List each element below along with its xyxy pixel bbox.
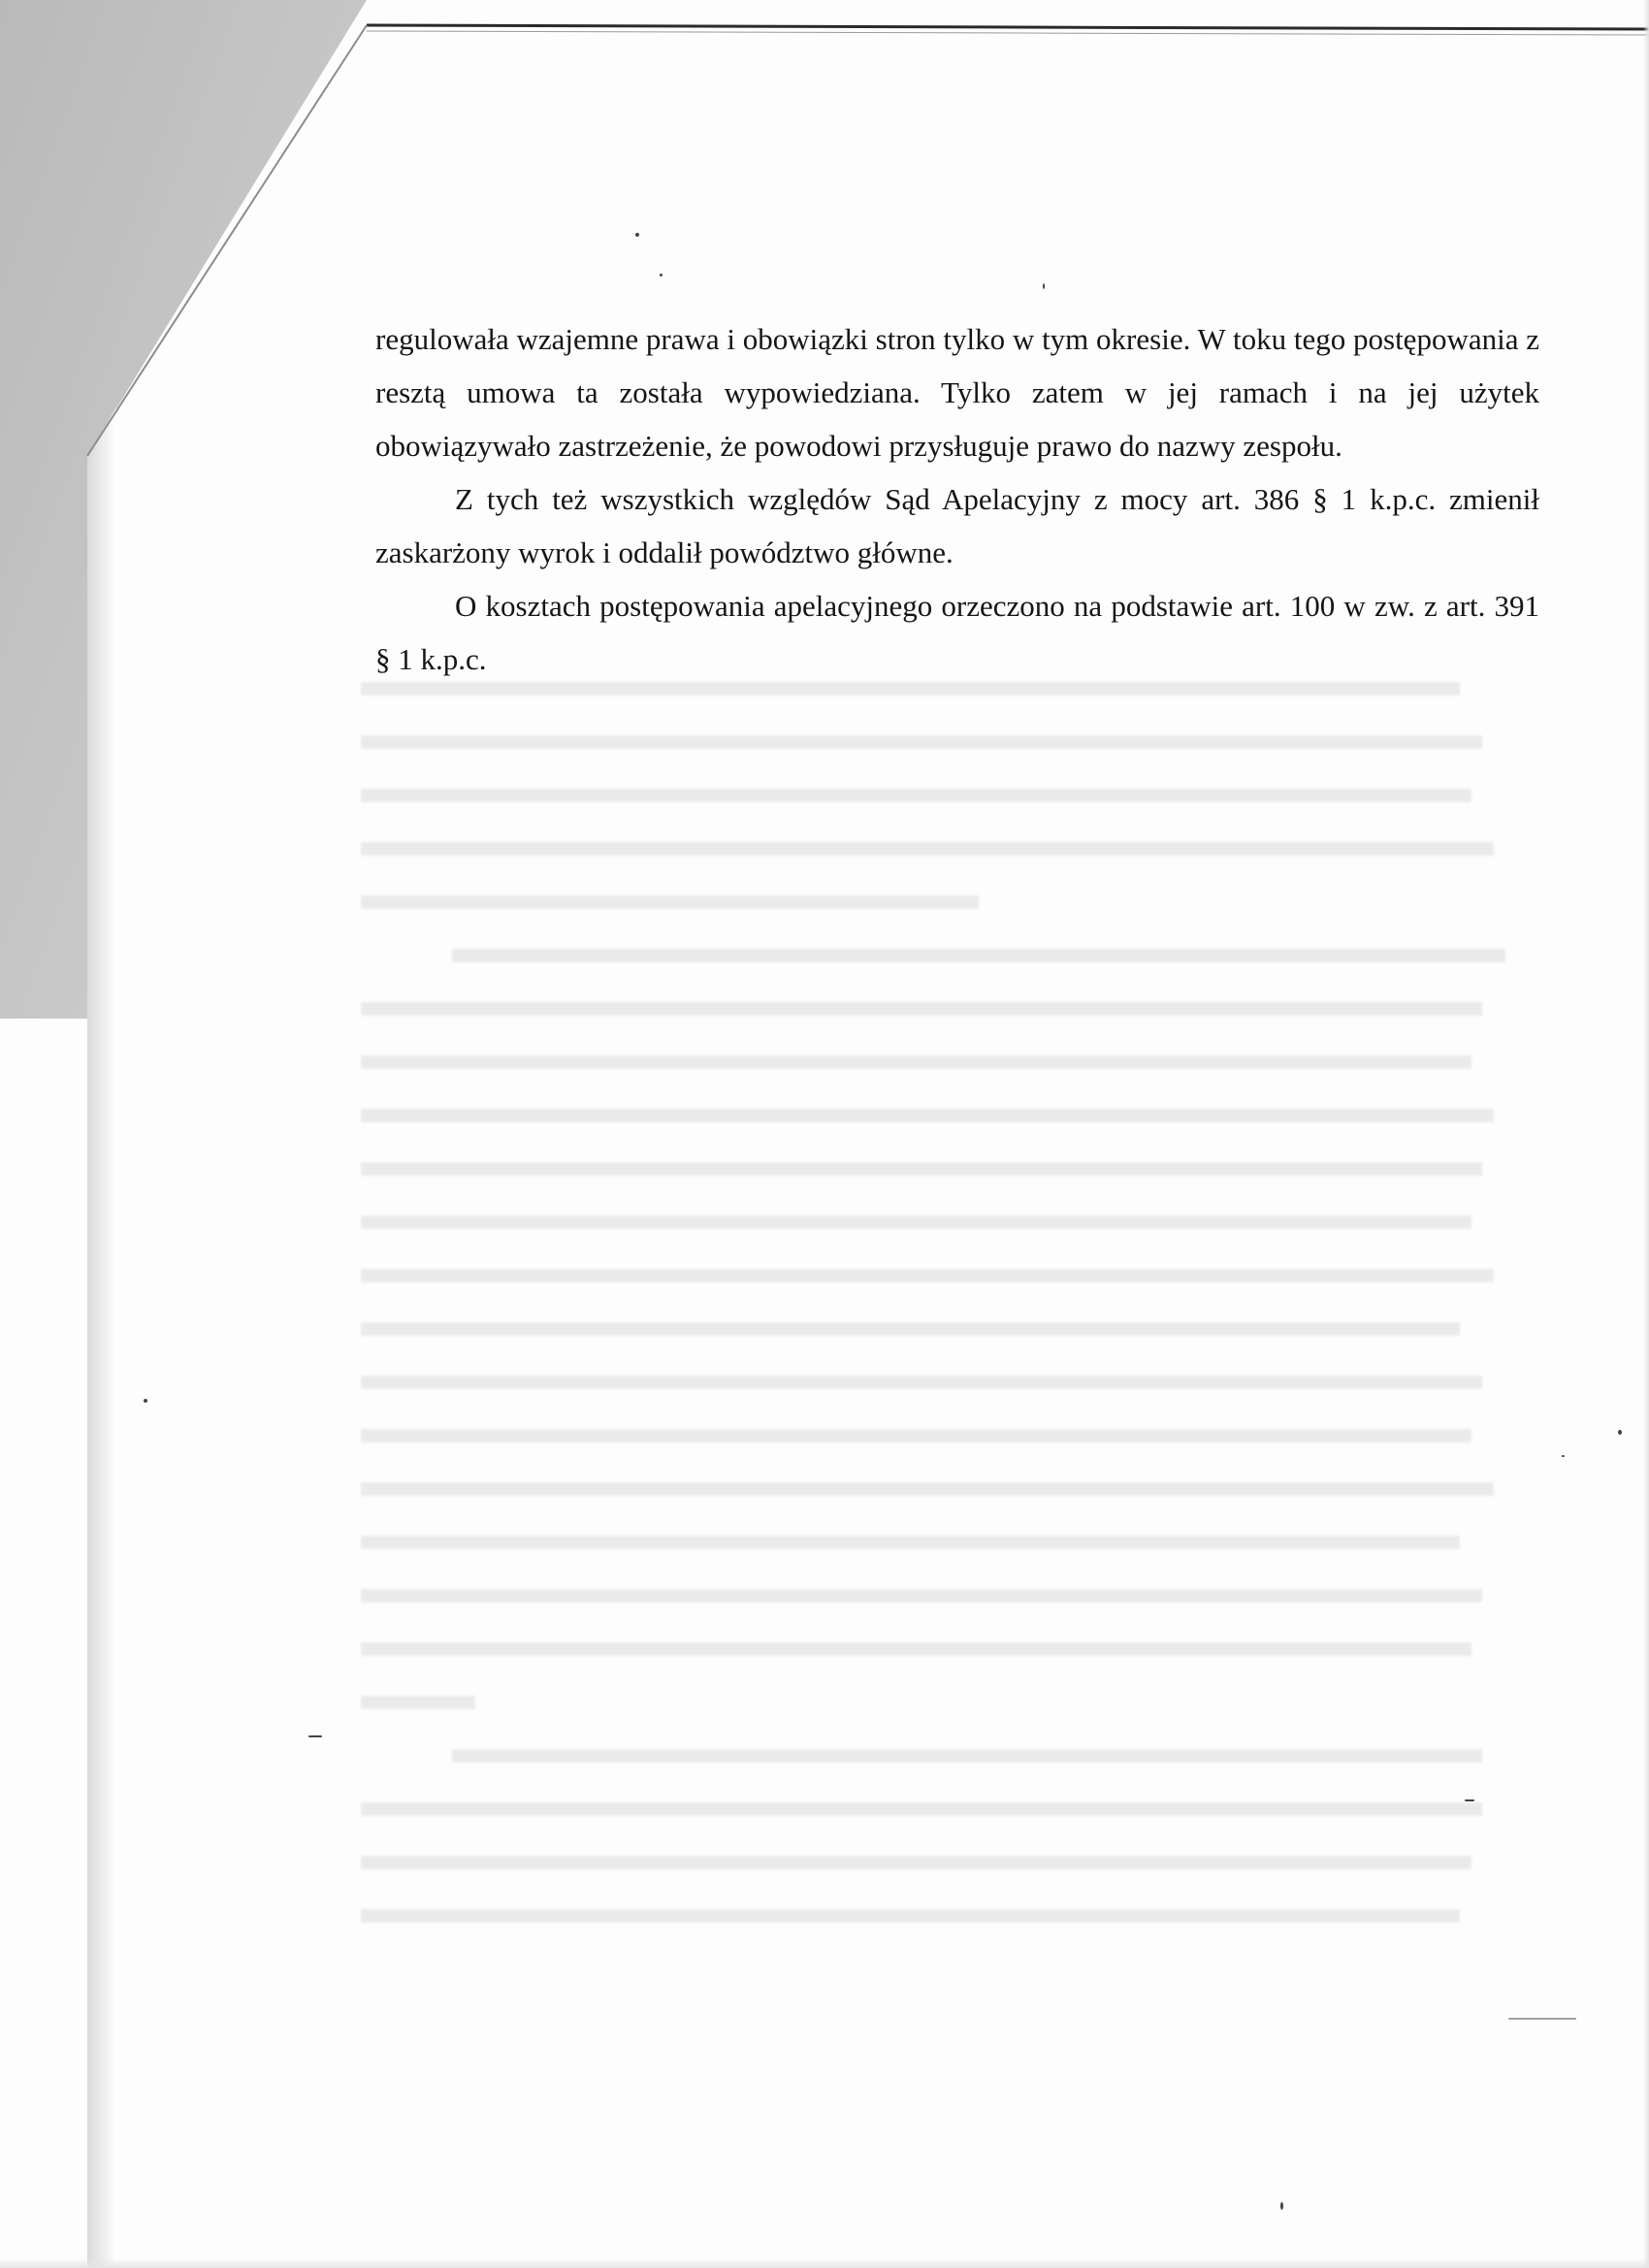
dust-speck [1562, 1455, 1565, 1457]
page-right-edge [1643, 0, 1649, 2268]
top-scan-edge [367, 25, 1649, 29]
page-left-edge [87, 407, 116, 2268]
folded-corner-shadow [0, 0, 367, 1019]
dust-speck [1280, 2202, 1283, 2210]
dust-speck [660, 274, 663, 276]
dust-speck [1508, 2018, 1576, 2020]
dust-speck [1618, 1430, 1622, 1435]
paragraph-3: O kosztach postępowania apelacyjnego orzeczono na podstawie art. 100 w zw. z art. 391 § 1 k.p.c. [375, 589, 1539, 676]
dust-speck [308, 1735, 322, 1737]
bleed-through-text [361, 660, 1505, 1940]
dust-speck [1465, 1799, 1474, 1801]
paragraph-2: Z tych też wszystkich względów Sąd Apelacyjny z mocy art. 386 § 1 k.p.c. zmienił zaskarżony wyrok i oddalił powództwo główne. [375, 482, 1539, 569]
dust-speck [635, 233, 639, 237]
page-bottom-edge [0, 2258, 1649, 2268]
top-scan-edge-faint [367, 31, 1649, 35]
paragraph-1: regulowała wzajemne prawa i obowiązki stron tylko w tym okresie. W toku tego postępowania z resztą umowa ta została wypowiedziana. Tylko zatem w jej ramach i na jej użytek obowiązywało zastrzeżenie, że powodowi przysługuje prawo do nazwy zespołu. [375, 322, 1539, 463]
dust-speck [144, 1399, 147, 1403]
document-body [375, 312, 1539, 686]
dust-speck [1043, 283, 1045, 289]
